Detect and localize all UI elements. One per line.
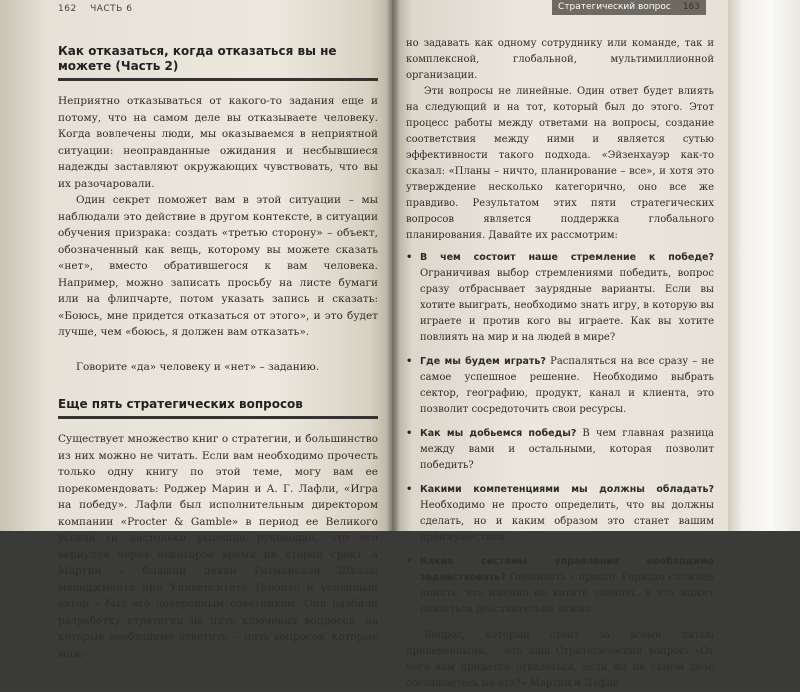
question-text: В чем главная разница между вами и остальными, которая позволит победить? [420, 428, 714, 471]
list-item [406, 354, 714, 418]
closing-paragraph: Вопрос, который стоит за всеми пятью приведенными, – это наш Стратегический вопрос: «От чего вам придется отказаться, если вы на самом деле соглашаетесь на это?» Мартин и Лафли [406, 630, 714, 689]
section2-paragraph-1: Существует множество книг о стратегии, и большинство из них можно не читать. Если вам необходимо прочесть только одну книгу по этой теме, могу вам ее порекомендовать: Роджер Марин и А. Г. Лафли, «Игра на победу». Лафли был исполнительным директором компании «Procter & Gamble» в период ее Великого успеха (и настолько успешно руководил, что его вернулся через некоторое время на второй срок), а Мартин – бывший декан Ротманской Школы менеджмента при Университете Торонто и успешный автор – был его доверенным советником. Они разбили разработку стратегии на пять ключевых вопросов, на которые необходимо ответить, – пять вопросов, которые мож- [58, 433, 378, 660]
left-book-page [0, 0, 392, 660]
section-title-strategic-questions: Еще пять стратегических вопросов [58, 397, 378, 419]
list-item [406, 250, 714, 346]
question-text: Ограничивая выбор стремлениями победить, вопрос сразу отбрасывает заурядные варианты. Если вы хотите выиграть, необходимо знать игру, в которую вы играете и против кого вы играете. Как вы хотите повлиять на мир и на людей в мире? [420, 268, 714, 343]
question-label: Где мы будем играть? [420, 356, 546, 367]
bullet-icon: • [406, 556, 413, 567]
right-chapter-label: Стратегический вопрос [558, 2, 671, 12]
bullet-icon: • [406, 252, 413, 263]
right-page-number: 163 [682, 2, 700, 12]
list-item [406, 554, 714, 618]
section1-paragraph-1: Неприятно отказываться от какого-то задания еще и потому, что на самом деле вы отказываете человеку. Когда вовлечены люди, мы оказываемся в неприятной ситуации: неоправданные ожидания и несбывшиеся надежды заставляют окружающих чувствовать, что вы их разочаровали. [58, 95, 378, 190]
page-edges [728, 0, 800, 531]
section1-paragraph-3: Говорите «да» человеку и «нет» – заданию. [76, 360, 320, 373]
question-label: Какие системы управления необходимо задействовать? [420, 556, 714, 583]
strategic-questions-list [406, 250, 714, 618]
question-label: Какими компетенциями мы должны обладать? [420, 484, 714, 495]
bullet-icon: • [406, 356, 413, 367]
question-label: Как мы добьемся победы? [420, 428, 577, 439]
bullet-icon: • [406, 428, 413, 439]
section1-paragraph-2: Один секрет поможет вам в этой ситуации – мы наблюдали это действие в другом контексте, в ситуации обучения призрака: создать «третью сторону» – объект, обозначенный как вещь, которому вы можете сказать «нет», вместо обратившегося к вам человека. Например, можно записать просьбу на листе бумаги или на флипчарте, потом указать запись и сказать: «Боюсь, мне придется отказаться от этого», и это будет лучше, чем «боюсь, я должен вам отказать». [58, 194, 378, 338]
left-page-number: 162 [58, 4, 77, 14]
left-chapter-label: ЧАСТЬ 6 [90, 4, 133, 14]
list-item [406, 482, 714, 546]
question-text: Оценивать – просто. Гораздо сложнее понять, что именно вы хотите оценить, и это может оказаться действительно важно. [420, 572, 714, 615]
right-book-page [392, 0, 728, 689]
continuation-paragraph: но задавать как одному сотруднику или команде, так и комплексной, глобальной, мультимиллионной организации. [406, 38, 714, 81]
nonlinear-paragraph: Эти вопросы не линейные. Один ответ будет влиять на следующий и на тот, который был до этого. Этот процесс работы между ответами на вопросы, создание соответствия между ними и является сутью эффективности такого подхода. «Эйзенхауэр как-то сказал: «Планы – ничто, планирование – все», и хотя это утверждение несколько категорично, оно все же правдиво. Результатом этих пяти стратегических вопросов является поддержка глобального планирования. Давайте их рассмотрим: [406, 86, 714, 241]
list-item [406, 426, 714, 474]
book-spine-shadow [386, 0, 400, 531]
left-running-head [58, 4, 378, 18]
question-text: Необходимо не просто определить, что вы должны сделать, но и каким образом это станет вашим преимуществом. [420, 500, 714, 543]
section-title-refuse: Как отказаться, когда отказаться вы не можете (Часть 2) [58, 44, 378, 81]
bullet-icon: • [406, 484, 413, 495]
right-running-head [552, 0, 706, 15]
question-label: В чем состоит наше стремление к победе? [420, 252, 714, 263]
question-text: Распаляться на все сразу – не самое успешное решение. Необходимо выбрать сектор, географию, продукт, канал и клиента, это позволит сосредоточить свои ресурсы. [420, 356, 714, 415]
